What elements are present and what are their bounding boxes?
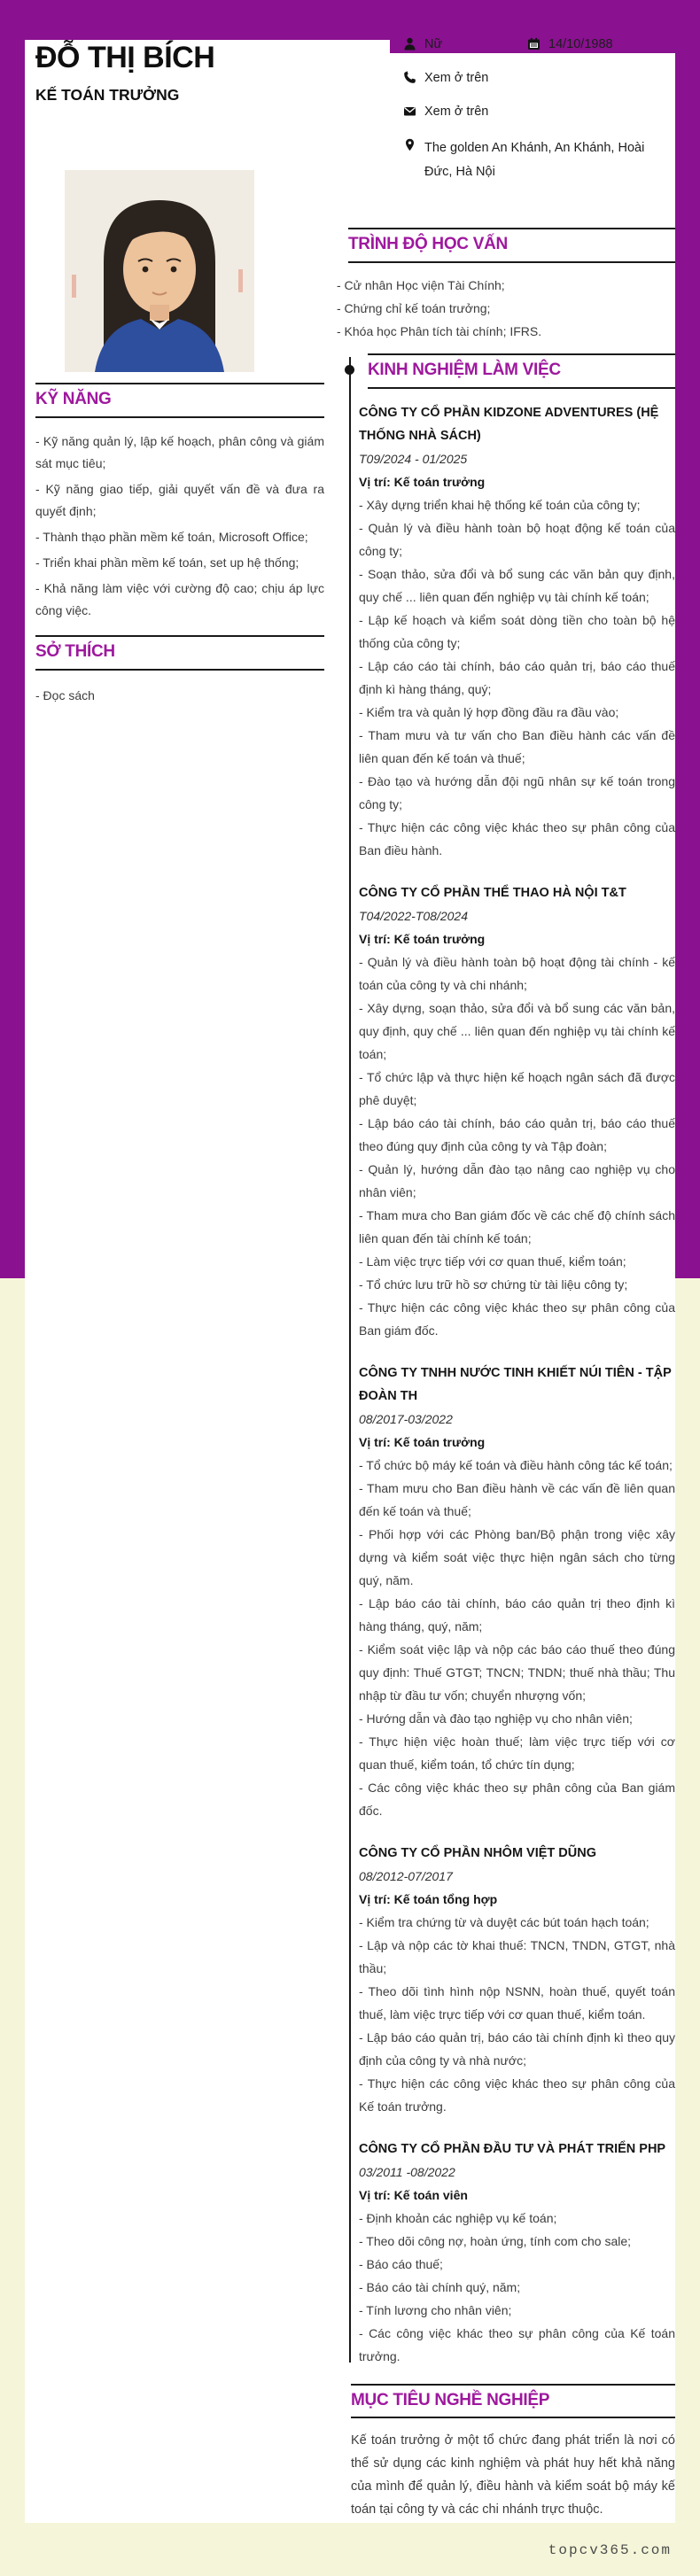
duty-item: - Các công việc khác theo sự phân công của Kế toán trưởng. [359, 2325, 675, 2363]
company-name: CÔNG TY CỔ PHẦN THỂ THAO HÀ NỘI T&T [359, 885, 626, 900]
company-name: CÔNG TY CỔ PHẦN NHÔM VIỆT DŨNG [359, 1845, 596, 1860]
company-name: CÔNG TY TNHH NƯỚC TINH KHIẾT NÚI TIÊN - TẬP ĐOÀN TH [359, 1365, 672, 1403]
duty-item: - Lập báo cáo tài chính, báo cáo quản trị theo định kì hàng tháng, quý, năm; [359, 1595, 675, 1633]
education-heading: TRÌNH ĐỘ HỌC VẤN [348, 228, 675, 263]
company-entry [359, 2138, 675, 2368]
company-position: Vị trí: Kế toán trưởng [359, 1434, 486, 1449]
duty-item: - Thực hiện các công việc khác theo sự phân công của Ban điều hành. [359, 819, 675, 857]
duty-item: - Báo cáo tài chính quý, năm; [359, 2279, 521, 2294]
cv-page [25, 37, 675, 2523]
duty-item: - Kiểm soát việc lập và nộp các báo cáo thuế theo đúng quy định: Thuế GTGT; TNCN; TNDN; thuế nhà thầu; Thu nhập từ đầu tư vốn; chuyển nhượng vốn; [359, 1641, 675, 1703]
company-period: 03/2011 -08/2022 [359, 2164, 455, 2179]
duty-item: - Thực hiện các công việc khác theo sự phân công của Kế toán trưởng. [359, 2076, 675, 2114]
duty-item: - Lập và nộp các tờ khai thuế: TNCN, TNDN, GTGT, nhà thầu; [359, 1937, 675, 1975]
company-name: CÔNG TY CỔ PHẦN ĐẦU TƯ VÀ PHÁT TRIỂN PHP [359, 2141, 666, 2156]
education-item: - Cử nhân Học viện Tài Chính; [337, 277, 505, 292]
company-period: T04/2022-T08/2024 [359, 908, 468, 923]
duty-item: - Hướng dẫn và đào tạo nghiệp vụ cho nhân viên; [359, 1711, 633, 1726]
education-item: - Chứng chỉ kế toán trưởng; [337, 300, 491, 315]
duty-item: - Lập báo cáo tài chính, báo cáo quản trị, báo cáo thuế theo đúng quy định của công ty và Tập đoàn; [359, 1115, 675, 1153]
objective-section [351, 2384, 675, 2522]
duty-item: - Theo dõi tình hình nộp NSNN, hoàn thuế, quyết toán thuế, làm việc trực tiếp với cơ quan thuế, kiểm toán. [359, 1983, 675, 2021]
skill-item: - Triển khai phần mềm kế toán, set up hệ thống; [35, 555, 299, 570]
duty-item: - Phối hợp với các Phòng ban/Bộ phận trong việc xây dựng và kiểm soát việc thực hiện ngân sách cho từng quý, năm. [359, 1526, 675, 1587]
duty-item: - Lập kế hoạch và kiểm soát dòng tiền cho toàn bộ hệ thống của công ty; [359, 612, 675, 650]
company-name: CÔNG TY CỔ PHẦN KIDZONE ADVENTURES (HỆ THỐNG NHÀ SÁCH) [359, 405, 659, 443]
profile-photo [65, 170, 254, 372]
duty-item: - Các công việc khác theo sự phân công của Ban giám đốc. [359, 1780, 675, 1818]
person-icon [403, 37, 416, 56]
duty-item: - Tham mưu cho Ban điều hành về các vấn đề liên quan đến kế toán và thuế; [359, 1480, 675, 1518]
duty-item: - Tổ chức lập và thực hiện kế hoạch ngân sách đã được phê duyệt; [359, 1069, 675, 1107]
company-position: Vị trí: Kế toán trưởng [359, 931, 486, 946]
phone-value: Xem ở trên [424, 71, 489, 85]
company-duties [359, 2207, 675, 2368]
duty-item: - Báo cáo thuế; [359, 2256, 443, 2271]
experience-section [337, 353, 675, 2368]
company-entry [359, 881, 675, 1342]
address-field [403, 136, 675, 184]
company-position: Vị trí: Kế toán trưởng [359, 474, 486, 489]
phone-field [403, 69, 675, 89]
duty-item: - Đào tạo và hướng dẫn đội ngũ nhân sự kế toán trong công ty; [359, 773, 675, 811]
profile-photo-illustration [65, 170, 254, 372]
hobbies-heading: SỞ THÍCH [35, 635, 324, 671]
dob-field [527, 35, 613, 56]
timeline-dot [345, 365, 354, 375]
company-entry [359, 1362, 675, 1822]
companies-list [359, 401, 675, 2368]
duty-item: - Định khoản các nghiệp vụ kế toán; [359, 2210, 557, 2225]
duty-item: - Kiểm tra và quản lý hợp đồng đầu ra đầu vào; [359, 704, 619, 719]
duty-item: - Soạn thảo, sửa đổi và bổ sung các văn bản quy định, quy chế ... liên quan đến nghiệp vụ tài chính kế toán; [359, 566, 675, 604]
duty-item: - Quản lý và điều hành toàn bộ hoạt động kế toán của công ty; [359, 520, 675, 558]
candidate-title: KẾ TOÁN TRƯỞNG [35, 86, 180, 105]
site-watermark-link[interactable]: topcv365.com [548, 2542, 672, 2558]
company-duties [359, 1911, 675, 2118]
company-period: T09/2024 - 01/2025 [359, 451, 468, 466]
duty-item: - Xây dựng triển khai hệ thống kế toán của công ty; [359, 497, 641, 512]
duty-item: - Làm việc trực tiếp với cơ quan thuế, kiểm toán; [359, 1253, 626, 1269]
contact-row-gender-dob [403, 35, 675, 56]
email-field [403, 103, 675, 123]
right-column [337, 35, 675, 2523]
duty-item: - Theo dõi công nợ, hoàn ứng, tính com cho sale; [359, 2233, 632, 2248]
timeline-line [349, 357, 351, 2363]
experience-heading: KINH NGHIỆM LÀM VIỆC [368, 353, 675, 389]
company-position: Vị trí: Kế toán tổng hợp [359, 1891, 498, 1906]
dob-value: 14/10/1988 [548, 37, 613, 51]
company-period: 08/2012-07/2017 [359, 1868, 453, 1883]
skill-item: - Khả năng làm việc với cường độ cao; chịu áp lực công việc. [35, 580, 324, 617]
location-pin-icon [403, 138, 416, 157]
hobby-item: - Đọc sách [35, 687, 95, 702]
contact-block [403, 35, 675, 184]
duty-item: - Xây dựng, soạn thảo, sửa đổi và bổ sung các văn bản, quy định, quy chế ... liên quan đến nghiệp vụ tài chính kế toán; [359, 1000, 675, 1061]
skill-item: - Thành thạo phần mềm kế toán, Microsoft Office; [35, 529, 308, 544]
phone-icon [403, 71, 416, 89]
company-entry [359, 401, 675, 862]
company-duties [359, 1454, 675, 1822]
company-position: Vị trí: Kế toán viên [359, 2187, 468, 2202]
duty-item: - Kiểm tra chứng từ và duyệt các bút toán hạch toán; [359, 1914, 649, 1929]
duty-item: - Lập cáo cáo tài chính, báo cáo quản trị, báo cáo thuế định kì hàng tháng, quý; [359, 658, 675, 696]
hobbies-list [35, 685, 324, 707]
skills-list [35, 431, 324, 622]
duty-item: - Quản lý, hướng dẫn đào tạo nâng cao nghiệp vụ cho nhân viên; [359, 1161, 675, 1199]
objective-heading: MỤC TIÊU NGHỀ NGHIỆP [351, 2384, 675, 2419]
duty-item: - Tham mưu và tư vấn cho Ban điều hành các vấn đề liên quan đến kế toán và thuế; [359, 727, 675, 765]
company-duties [359, 493, 675, 862]
duty-item: - Tham mưa cho Ban giám đốc về các chế độ chính sách liên quan đến tài chính kế toán; [359, 1207, 675, 1245]
company-period: 08/2017-03/2022 [359, 1411, 453, 1426]
left-column [35, 40, 324, 710]
duty-item: - Tổ chức lưu trữ hồ sơ chứng từ tài liệu công ty; [359, 1276, 628, 1292]
address-value: The golden An Khánh, An Khánh, Hoài Đức, Hà Nội [424, 141, 645, 179]
duty-item: - Thực hiện các công việc khác theo sự phân công của Ban giám đốc. [359, 1300, 675, 1338]
duty-item: - Quản lý và điều hành toàn bộ hoạt động tài chính - kế toán của công ty và chi nhánh; [359, 954, 675, 992]
calendar-icon [527, 37, 541, 56]
duty-item: - Lập báo cáo quản trị, báo cáo tài chính định kì theo quy định của công ty và nhà nước; [359, 2029, 675, 2068]
candidate-name: ĐỖ THỊ BÍCH [35, 41, 215, 74]
gender-value: Nữ [424, 37, 443, 51]
duty-item: - Tính lương cho nhân viên; [359, 2302, 512, 2317]
skill-item: - Kỹ năng giao tiếp, giải quyết vấn đề và đưa ra quyết định; [35, 481, 324, 518]
skills-heading: KỸ NĂNG [35, 383, 324, 418]
objective-text: Kế toán trưởng ở một tổ chức đang phát triển là nơi có thể sử dụng các kinh nghiệm và phát huy hết khả năng của mình để quản lý, điều hành và kiểm soát bộ máy kế toán tại công ty và các chi nhánh trực thuộc. [351, 2433, 675, 2518]
email-value: Xem ở trên [424, 105, 489, 119]
company-entry [359, 1842, 675, 2118]
duty-item: - Tổ chức bộ máy kế toán và điều hành công tác kế toán; [359, 1457, 673, 1472]
duty-item: - Thực hiện việc hoàn thuế; làm việc trực tiếp với cơ quan thuế, kiểm toán, tổ chức tín dụng; [359, 1734, 675, 1772]
skill-item: - Kỹ năng quản lý, lập kế hoạch, phân công và giám sát mục tiêu; [35, 433, 324, 470]
company-duties [359, 950, 675, 1342]
education-list [337, 274, 675, 343]
education-item: - Khóa học Phân tích tài chính; IFRS. [337, 323, 542, 338]
envelope-icon [403, 105, 416, 123]
gender-field [403, 35, 527, 56]
